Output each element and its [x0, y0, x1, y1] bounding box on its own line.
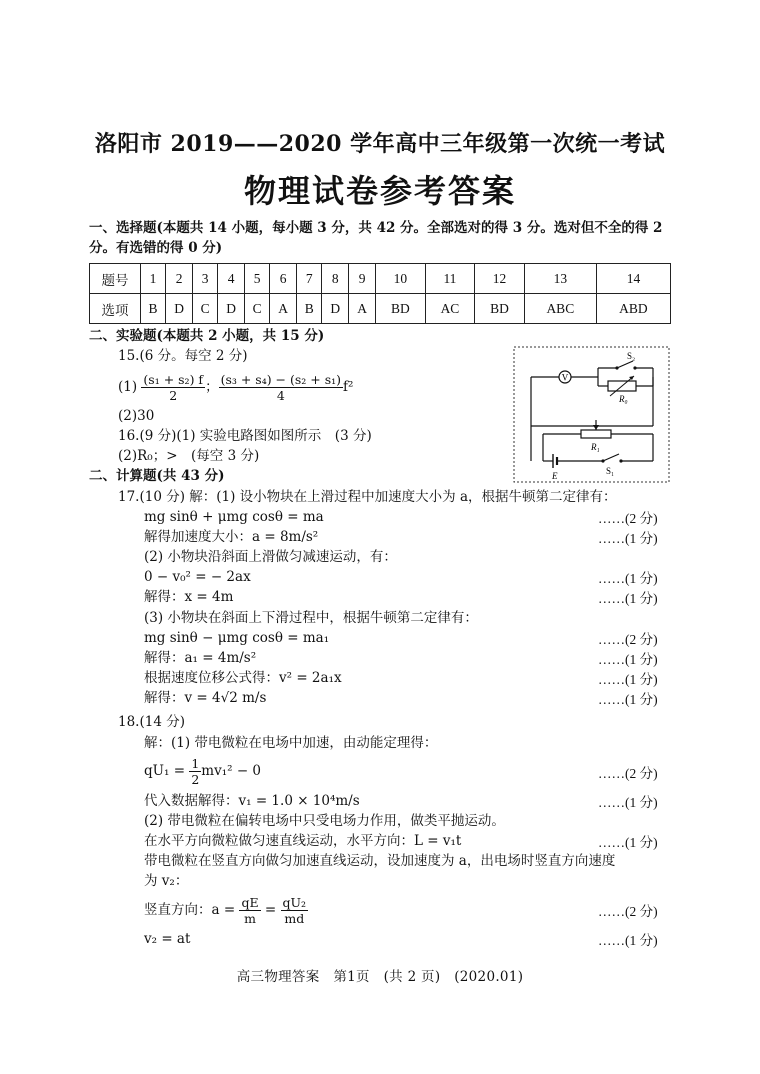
eq-text: = — [260, 902, 281, 918]
table-cell: 6 — [270, 264, 297, 294]
fraction-denominator: 4 — [276, 388, 285, 403]
table-cell: 10 — [376, 264, 426, 294]
q16-answer-1: 16.(9 分)(1) 实验电路图如图所示 (3 分) — [118, 428, 372, 444]
table-cell: D — [218, 294, 245, 324]
page-footer: 高三物理答案 第1页 (共 2 页) (2020.01) — [236, 969, 524, 985]
q17-line-points: ……(1 分) — [598, 531, 658, 546]
q18-line3: 代入数据解得：v₁ = 1.0 × 10⁴m/s — [144, 793, 360, 809]
q17-line: 0 − v₀² = − 2ax — [144, 569, 251, 585]
fraction-numerator: (s₁ + s₂) f — [143, 372, 204, 387]
eq-text: qU₁ = — [144, 763, 190, 779]
section2-heading: 二、实验题(本题共 2 小题，共 15 分) — [89, 328, 325, 344]
table-cell: ABD — [596, 294, 670, 324]
fraction — [141, 372, 205, 403]
q17-line: 解得：v = 4√2 m/s — [144, 690, 267, 706]
q15-1-label: (1) — [118, 379, 138, 395]
q18-line3-points: ……(1 分) — [598, 795, 658, 810]
table-cell: AC — [425, 294, 475, 324]
fraction-numerator: 1 — [191, 756, 200, 771]
q17-line-points: ……(2 分) — [598, 632, 658, 647]
q17-line-points: ……(1 分) — [598, 571, 658, 586]
q17-line-points: ……(1 分) — [598, 591, 658, 606]
switch-s1-label: S₁ — [606, 466, 615, 476]
battery-label: E — [552, 471, 558, 481]
q16-answer-2: (2)R₀；> (每空 3 分) — [118, 448, 260, 464]
table-row-answers — [90, 294, 671, 324]
rheostat-r1-icon — [581, 430, 611, 438]
q18-line9: v₂ = at — [144, 931, 191, 947]
switch-s1-icon — [603, 454, 619, 461]
q15-heading: 15.(6 分。每空 2 分) — [118, 348, 248, 364]
eq-text: 竖直方向：a = — [144, 902, 240, 918]
q17-line-points: ……(1 分) — [598, 692, 658, 707]
rheostat-r1-label: R₁ — [591, 442, 600, 452]
q18-line5-points: ……(1 分) — [598, 835, 658, 850]
table-row-numbers — [90, 264, 671, 294]
table-cell: 4 — [218, 264, 245, 294]
fraction-numerator: qE — [241, 895, 259, 910]
circuit-diagram — [513, 346, 670, 483]
q15-answer-1 — [118, 371, 353, 403]
table-cell: D — [166, 294, 193, 324]
fraction — [281, 895, 309, 926]
exam-title: 洛阳市 2019——2020 学年高中三年级第一次统一考试 — [94, 131, 666, 157]
fraction-denominator: 2 — [191, 772, 200, 787]
q17-line: mg sinθ − μmg cosθ = ma₁ — [144, 630, 330, 646]
resistor-r0-label: R₀ — [619, 394, 628, 404]
q18-eq2 — [144, 894, 308, 926]
q18-line5: 在水平方向微粒做匀速直线运动，水平方向：L = v₁t — [144, 833, 462, 849]
q17-line: (3) 小物块在斜面上下滑过程中，根据牛顿第二定律有： — [144, 610, 478, 626]
q17-line: 解得：x = 4m — [144, 589, 234, 605]
table-cell: 9 — [349, 264, 376, 294]
table-cell: BD — [475, 294, 525, 324]
answer-table — [89, 263, 671, 324]
q18-eq1 — [144, 755, 261, 787]
section1-heading-line2: 分。有选错的得 0 分) — [89, 240, 223, 256]
document-title: 物理试卷参考答案 — [243, 172, 516, 210]
fraction — [189, 756, 201, 787]
q18-eq1-points: ……(2 分) — [598, 766, 658, 781]
q17-line-points: ……(1 分) — [598, 652, 658, 667]
fraction-denominator: md — [284, 911, 305, 926]
q18-eq2-points: ……(2 分) — [598, 904, 658, 919]
fraction-numerator: (s₃ + s₄) − (s₂ + s₁) — [220, 372, 342, 387]
fraction — [239, 895, 260, 926]
table-cell: D — [322, 294, 349, 324]
q18-line1: 解：(1) 带电微粒在电场中加速，由动能定理得： — [144, 735, 438, 751]
table-cell: C — [245, 294, 270, 324]
table-cell: 8 — [322, 264, 349, 294]
table-cell: ABC — [524, 294, 596, 324]
q17-line: mg sinθ + μmg cosθ = ma — [144, 509, 324, 525]
table-header-answer: 选项 — [90, 294, 141, 324]
q15-1-suffix: f² — [343, 379, 354, 395]
table-cell: B — [141, 294, 166, 324]
table-cell: 14 — [596, 264, 670, 294]
q18-line4: (2) 带电微粒在偏转电场中只受电场力作用，做类平抛运动。 — [144, 813, 505, 829]
q17-line: 解得：a₁ = 4m/s² — [144, 650, 257, 666]
table-cell: 13 — [524, 264, 596, 294]
eq-text: mv₁² − 0 — [201, 763, 262, 779]
fraction — [219, 372, 343, 403]
fraction-denominator: m — [244, 911, 256, 926]
table-cell: 5 — [245, 264, 270, 294]
dashed-border — [514, 347, 669, 482]
fraction-numerator: qU₂ — [282, 895, 307, 910]
q17-line: 解得加速度大小：a = 8m/s² — [144, 529, 319, 545]
table-cell: B — [297, 294, 322, 324]
switch-s2-icon — [617, 361, 633, 368]
table-cell: 11 — [425, 264, 475, 294]
q17-line-points: ……(2 分) — [598, 511, 658, 526]
table-cell: 12 — [475, 264, 525, 294]
separator: ； — [205, 379, 219, 395]
q18-line9-points: ……(1 分) — [598, 933, 658, 948]
table-cell: 7 — [297, 264, 322, 294]
q18-heading: 18.(14 分) — [118, 714, 185, 730]
q17-line: 根据速度位移公式得：v² = 2a₁x — [144, 670, 342, 686]
switch-s2-label: S₂ — [627, 351, 636, 361]
q18-line6: 带电微粒在竖直方向做匀加速直线运动，设加速度为 a，出电场时竖直方向速度 — [144, 853, 616, 869]
q17-intro: 17.(10 分) 解：(1) 设小物块在上滑过程中加速度大小为 a，根据牛顿第二定律有： — [118, 489, 617, 505]
table-cell: C — [193, 294, 218, 324]
section1-heading-line1: 一、选择题(本题共 14 小题，每小题 3 分，共 42 分。全部选对的得 3 分。选对但不全的得 2 — [89, 220, 663, 236]
q18-line7: 为 v₂： — [144, 873, 189, 889]
q15-answer-2: (2)30 — [118, 408, 155, 424]
table-cell: 3 — [193, 264, 218, 294]
table-cell: 1 — [141, 264, 166, 294]
table-cell: A — [270, 294, 297, 324]
table-cell: BD — [376, 294, 426, 324]
q17-line-points: ……(1 分) — [598, 672, 658, 687]
table-cell: A — [349, 294, 376, 324]
table-cell: 2 — [166, 264, 193, 294]
voltmeter-label: V — [561, 372, 569, 383]
fraction-denominator: 2 — [169, 388, 178, 403]
section3-heading: 二、计算题(共 43 分) — [89, 468, 225, 484]
q17-line: (2) 小物块沿斜面上滑做匀减速运动，有： — [144, 549, 397, 565]
table-header-number: 题号 — [90, 264, 141, 294]
